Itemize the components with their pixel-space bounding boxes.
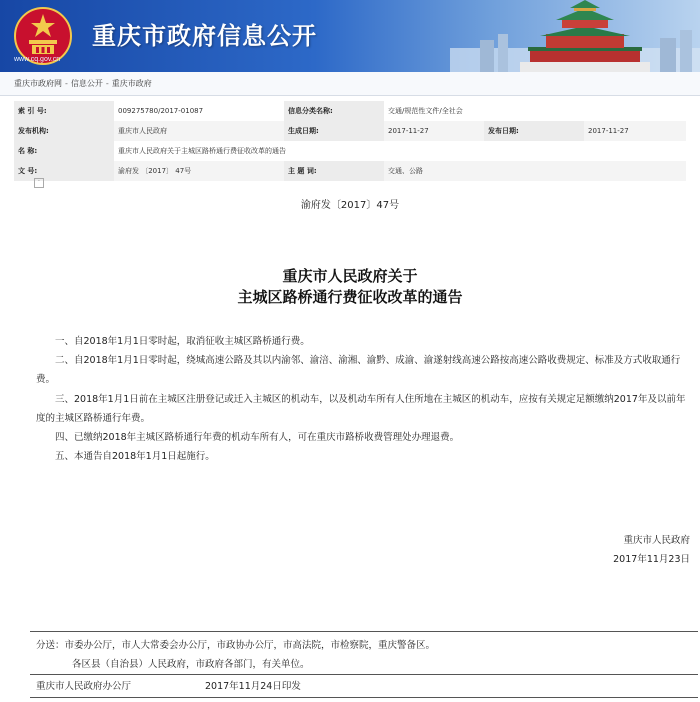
breadcrumb-government-link[interactable]: 重庆市政府 (111, 79, 152, 88)
distribution-line-1: 分送：市委办公厅，市人大常委会办公厅，市政协办公厅，市高法院，市检察院，重庆警备区。 (36, 640, 436, 651)
published-date-label: 发布日期: (484, 121, 584, 141)
signature-block (613, 531, 690, 569)
doc-number-value: 渝府发 〔2017〕 47号 (114, 161, 284, 181)
index-number-value: 009275780/2017-01087 (114, 101, 284, 121)
breadcrumb-separator: - (65, 79, 68, 88)
document-title-line1: 重庆市人民政府关于 (282, 267, 418, 285)
paragraph-3: 三、2018年1月1日前在主城区注册登记或迁入主城区的机动车，以及机动车所有人住所地在主城区的机动车，应按有关规定足额缴纳2017年及以前年度的主城区路桥通行年费。 (36, 393, 686, 424)
breadcrumb-disclosure-link[interactable]: 信息公开 (70, 79, 103, 88)
site-banner (0, 0, 700, 72)
breadcrumb-home-link[interactable]: 重庆市政府网 (14, 79, 62, 88)
sign-date: 2017年11月23日 (613, 554, 690, 565)
created-date-value: 2017-11-27 (384, 121, 484, 141)
published-date-value: 2017-11-27 (584, 121, 686, 141)
created-date-label: 生成日期: (284, 121, 384, 141)
keywords-label: 主 题 词: (284, 161, 384, 181)
paragraph-2: 二、自2018年1月1日零时起，绕城高速公路及其以内渝邻、渝涪、渝湘、渝黔、成渝、渝遂射线高速公路按高速公路收费规定、标准及方式收取通行费。 (36, 355, 681, 386)
category-value: 交通/规范性文件/全社会 (384, 101, 686, 121)
doc-number-label: 文 号: (14, 161, 114, 181)
distribution-list (36, 636, 435, 674)
site-title[interactable]: 重庆市政府信息公开 (92, 22, 317, 50)
document-title (0, 266, 700, 308)
distribution-line-2: 各区县（自治县）人民政府，市政府各部门，有关单位。 (72, 659, 310, 670)
document-body (36, 332, 690, 466)
printing-office: 重庆市人民政府办公厅 (36, 681, 132, 692)
document-metadata-table (14, 101, 686, 181)
signer: 重庆市人民政府 (623, 535, 690, 546)
document-title-line2: 主城区路桥通行费征收改革的通告 (237, 288, 463, 306)
footer-divider-top (30, 631, 698, 632)
breadcrumb (0, 72, 700, 96)
footer-divider-middle (30, 674, 698, 675)
print-toggle-icon[interactable]: · (34, 178, 44, 188)
site-url: www.cq.gov.cn (14, 56, 61, 63)
paragraph-5: 五、本通告自2018年1月1日起施行。 (55, 451, 215, 463)
great-hall-skyline-icon (450, 0, 700, 72)
category-label: 信息分类名称: (284, 101, 384, 121)
index-number-label: 索 引 号: (14, 101, 114, 121)
doc-name-label: 名 称: (14, 141, 114, 161)
printing-date: 2017年11月24日印发 (205, 681, 301, 692)
keywords-value: 交通、公路 (384, 161, 686, 181)
doc-name-value: 重庆市人民政府关于主城区路桥通行费征收改革的通告 (114, 141, 686, 161)
paragraph-1: 一、自2018年1月1日零时起，取消征收主城区路桥通行费。 (55, 336, 310, 347)
issuing-org-label: 发布机构: (14, 121, 114, 141)
document-number: 渝府发〔2017〕47号 (300, 200, 400, 211)
issuing-org-value: 重庆市人民政府 (114, 121, 284, 141)
breadcrumb-separator: - (105, 79, 109, 88)
footer-divider-bottom (30, 697, 698, 698)
paragraph-4: 四、已缴纳2018年主城区路桥通行年费的机动车所有人，可在重庆市路桥收费管理处办理退费。 (55, 432, 460, 444)
